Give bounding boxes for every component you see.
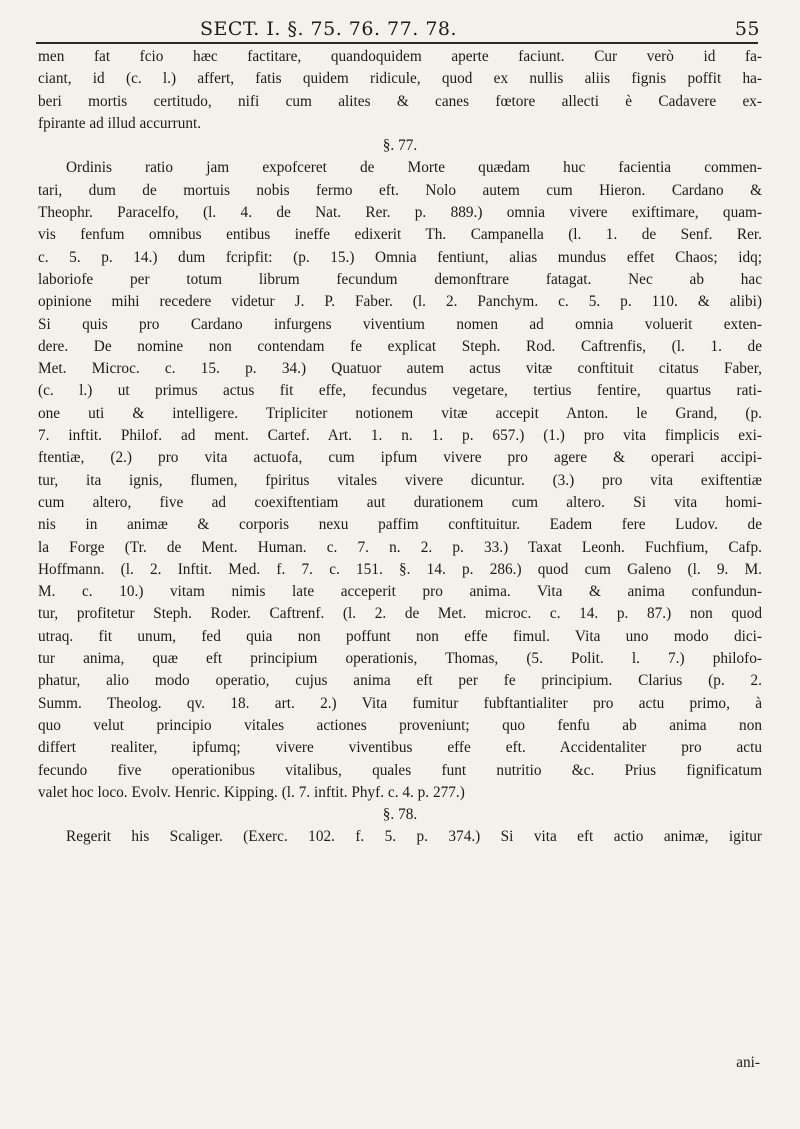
text-line: c. 5. p. 14.) dum fcripfit: (p. 15.) Omnia fentiunt, alias mundus effet Chaos; idq; bbox=[38, 248, 762, 266]
text-line: fpirante ad illud accurrunt. bbox=[38, 114, 202, 132]
text-line: opinione mihi recedere videtur J. P. Faber. (l. 2. Panchym. c. 5. p. 110. & alibi) bbox=[38, 293, 762, 311]
text-line: tur, profitetur Steph. Roder. Caftrenf. (l. 2. de Met. microc. c. 14. p. 87.) non quod bbox=[38, 605, 762, 623]
text-line: M. c. 10.) vitam nimis late acceperit pro anima. Vita & anima confundun- bbox=[38, 583, 762, 601]
running-header bbox=[200, 8, 760, 38]
text-line: Hoffmann. (l. 2. Inftit. Med. f. 7. c. 151. §. 14. p. 286.) quod cum Galeno (l. 9. M. bbox=[38, 560, 762, 578]
text-line: one uti & intelligere. Tripliciter notionem vitæ accepit Anton. le Grand, (p. bbox=[38, 404, 762, 422]
text-line: Ordinis ratio jam expofceret de Morte quædam huc facientia commen- bbox=[66, 159, 762, 177]
text-line: cum altero, five ad coexiftentiam aut durationem cum altero. Si vita homi- bbox=[38, 493, 762, 511]
text-line: Regerit his Scaliger. (Exerc. 102. f. 5. p. 374.) Si vita eft actio animæ, igitur bbox=[66, 828, 762, 846]
text-line: ftentiæ, (2.) pro vita actuofa, cum ipfum vivere pro agere & operari accipi- bbox=[38, 449, 762, 467]
text-line: dere. De nomine non contendam fe explicat Steph. Rod. Caftrenfis, (l. 1. de bbox=[38, 337, 762, 355]
text-line: tur, ita ignis, flumen, fpiritus vitales vivere dicuntur. (3.) pro vita exiftentiæ bbox=[38, 471, 762, 489]
text-line: tari, dum de mortuis nobis fermo eft. Nolo autem cum Hieron. Cardano & bbox=[38, 181, 762, 199]
text-line: fecundo five operationibus vitalibus, quales funt nutritio &c. Prius fignificatum bbox=[38, 761, 762, 779]
text-line: laboriofe per totum librum fecundum demonftrare fatagat. Nec ab hac bbox=[38, 270, 762, 288]
text-line: differt realiter, ipfumq; vivere viventibus effe eft. Accidentaliter pro actu bbox=[38, 739, 762, 757]
text-line: valet hoc loco. Evolv. Henric. Kipping. (l. 7. inftit. Phyf. c. 4. p. 277.) bbox=[38, 783, 465, 801]
text-line: ciant, id (c. l.) affert, fatis quidem ridicule, quod ex nullis aliis fignis poffit ha- bbox=[38, 70, 762, 88]
text-line: phatur, alio modo operatio, cujus anima eft per fe principium. Clarius (p. 2. bbox=[38, 672, 762, 690]
page-number: 55 bbox=[734, 18, 760, 40]
text-line: Theophr. Paracelfo, (l. 4. de Nat. Rer. p. 889.) omnia vivere exiftimare, quam- bbox=[38, 204, 762, 222]
paragraph-number: §. 78. bbox=[382, 806, 418, 824]
text-line: la Forge (Tr. de Ment. Human. c. 7. n. 2. p. 33.) Taxat Leonh. Fuchfium, Cafp. bbox=[38, 538, 762, 556]
text-line: vis fenfum omnibus entibus ineffe edixerit Th. Campanella (l. 1. de Senf. Rer. bbox=[38, 226, 762, 244]
header-rule bbox=[36, 42, 758, 44]
text-line: Met. Microc. c. 15. p. 34.) Quatuor autem actus vitæ conftituit citatus Faber, bbox=[38, 360, 762, 378]
text-line: tur anima, quæ eft principium operationis, Thomas, (5. Polit. l. 7.) philofo- bbox=[38, 650, 762, 668]
text-line: 7. inftit. Philof. ad ment. Cartef. Art. 1. n. 1. p. 657.) (1.) pro vita fimplicis exi- bbox=[38, 427, 762, 445]
section-heading: SECT. I. §. 75. 76. 77. 78. bbox=[200, 18, 458, 40]
text-line: utraq. fit unum, fed quia non poffunt non effe fimul. Vita uno modo dici- bbox=[38, 627, 762, 645]
text-line: men fat fcio hæc factitare, quandoquidem aperte faciunt. Cur verò id fa- bbox=[38, 48, 762, 65]
text-line: quo velut principio vitales actiones proveniunt; quo fenfu ab anima non bbox=[38, 716, 762, 734]
text-line: nis in animæ & corporis nexu paffim conftituitur. Eadem fere Ludov. de bbox=[38, 516, 762, 534]
catchword: ani- bbox=[736, 1054, 760, 1071]
text-line: beri mortis certitudo, nifi cum alites & canes fœtore allecti è Cadavere ex- bbox=[38, 92, 762, 110]
text-line: Si quis pro Cardano infurgens viventium nomen ad omnia voluerit exten- bbox=[38, 315, 762, 333]
text-line: (c. l.) ut primus actus fit effe, fecundus vegetare, tertius fentire, quartus rati- bbox=[38, 382, 762, 400]
text-line: Summ. Theolog. qv. 18. art. 2.) Vita fumitur fubftantialiter pro actu primo, à bbox=[38, 694, 762, 712]
paragraph-number: §. 77. bbox=[382, 137, 418, 155]
body-text bbox=[38, 46, 762, 849]
